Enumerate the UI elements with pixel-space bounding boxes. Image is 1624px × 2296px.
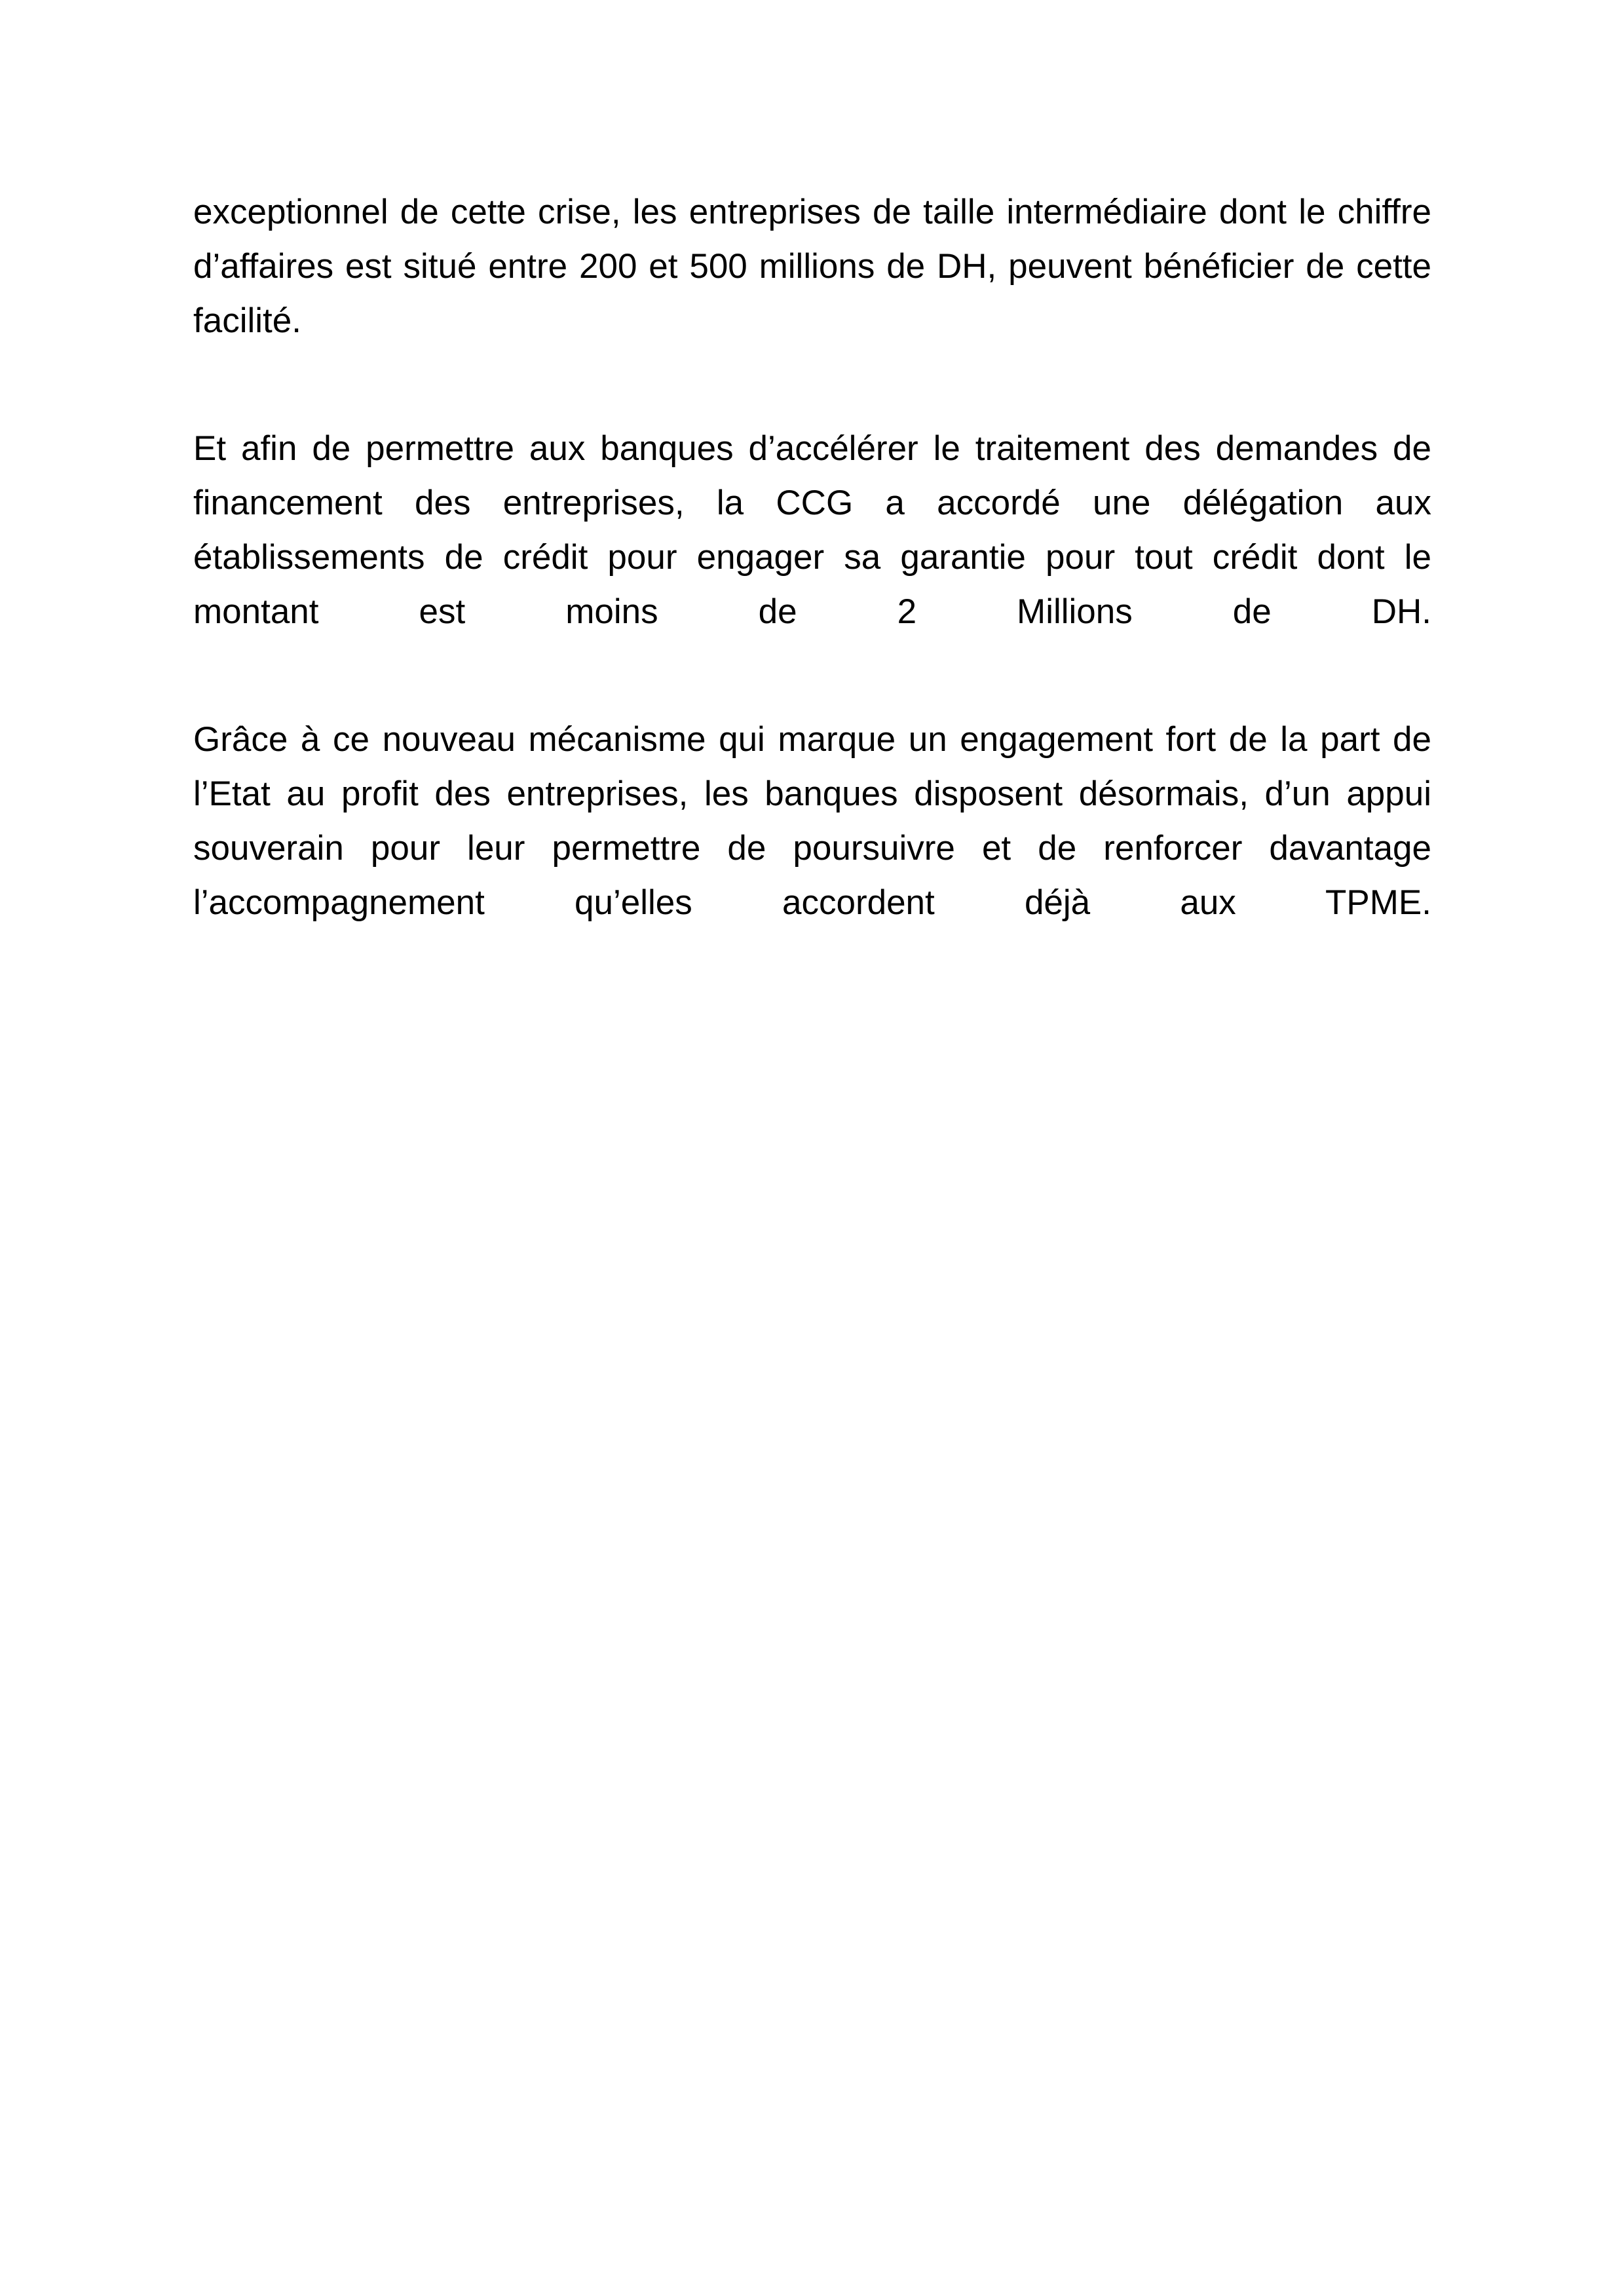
body-text-column bbox=[193, 185, 1431, 984]
body-paragraph-3: Grâce à ce nouveau mécanisme qui marque un engagement fort de la part de l’Etat au profit des entreprises, les banques disposent désormais, d’un appui souverain pour leur permettre de poursuivre et de renforcer davantage l’accompagnement qu’elles accordent déjà aux TPME. bbox=[193, 720, 1431, 922]
body-paragraph-2: Et afin de permettre aux banques d’accélérer le traitement des demandes de financement des entreprises, la CCG a accordé une délégation aux établissements de crédit pour engager sa garantie pour tout crédit dont le montant est moins de 2 Millions de DH. bbox=[193, 429, 1431, 631]
body-paragraph-1: exceptionnel de cette crise, les entreprises de taille intermédiaire dont le chiffre d’affaires est situé entre 200 et 500 millions de DH, peuvent bénéficier de cette facilité. bbox=[193, 193, 1431, 340]
